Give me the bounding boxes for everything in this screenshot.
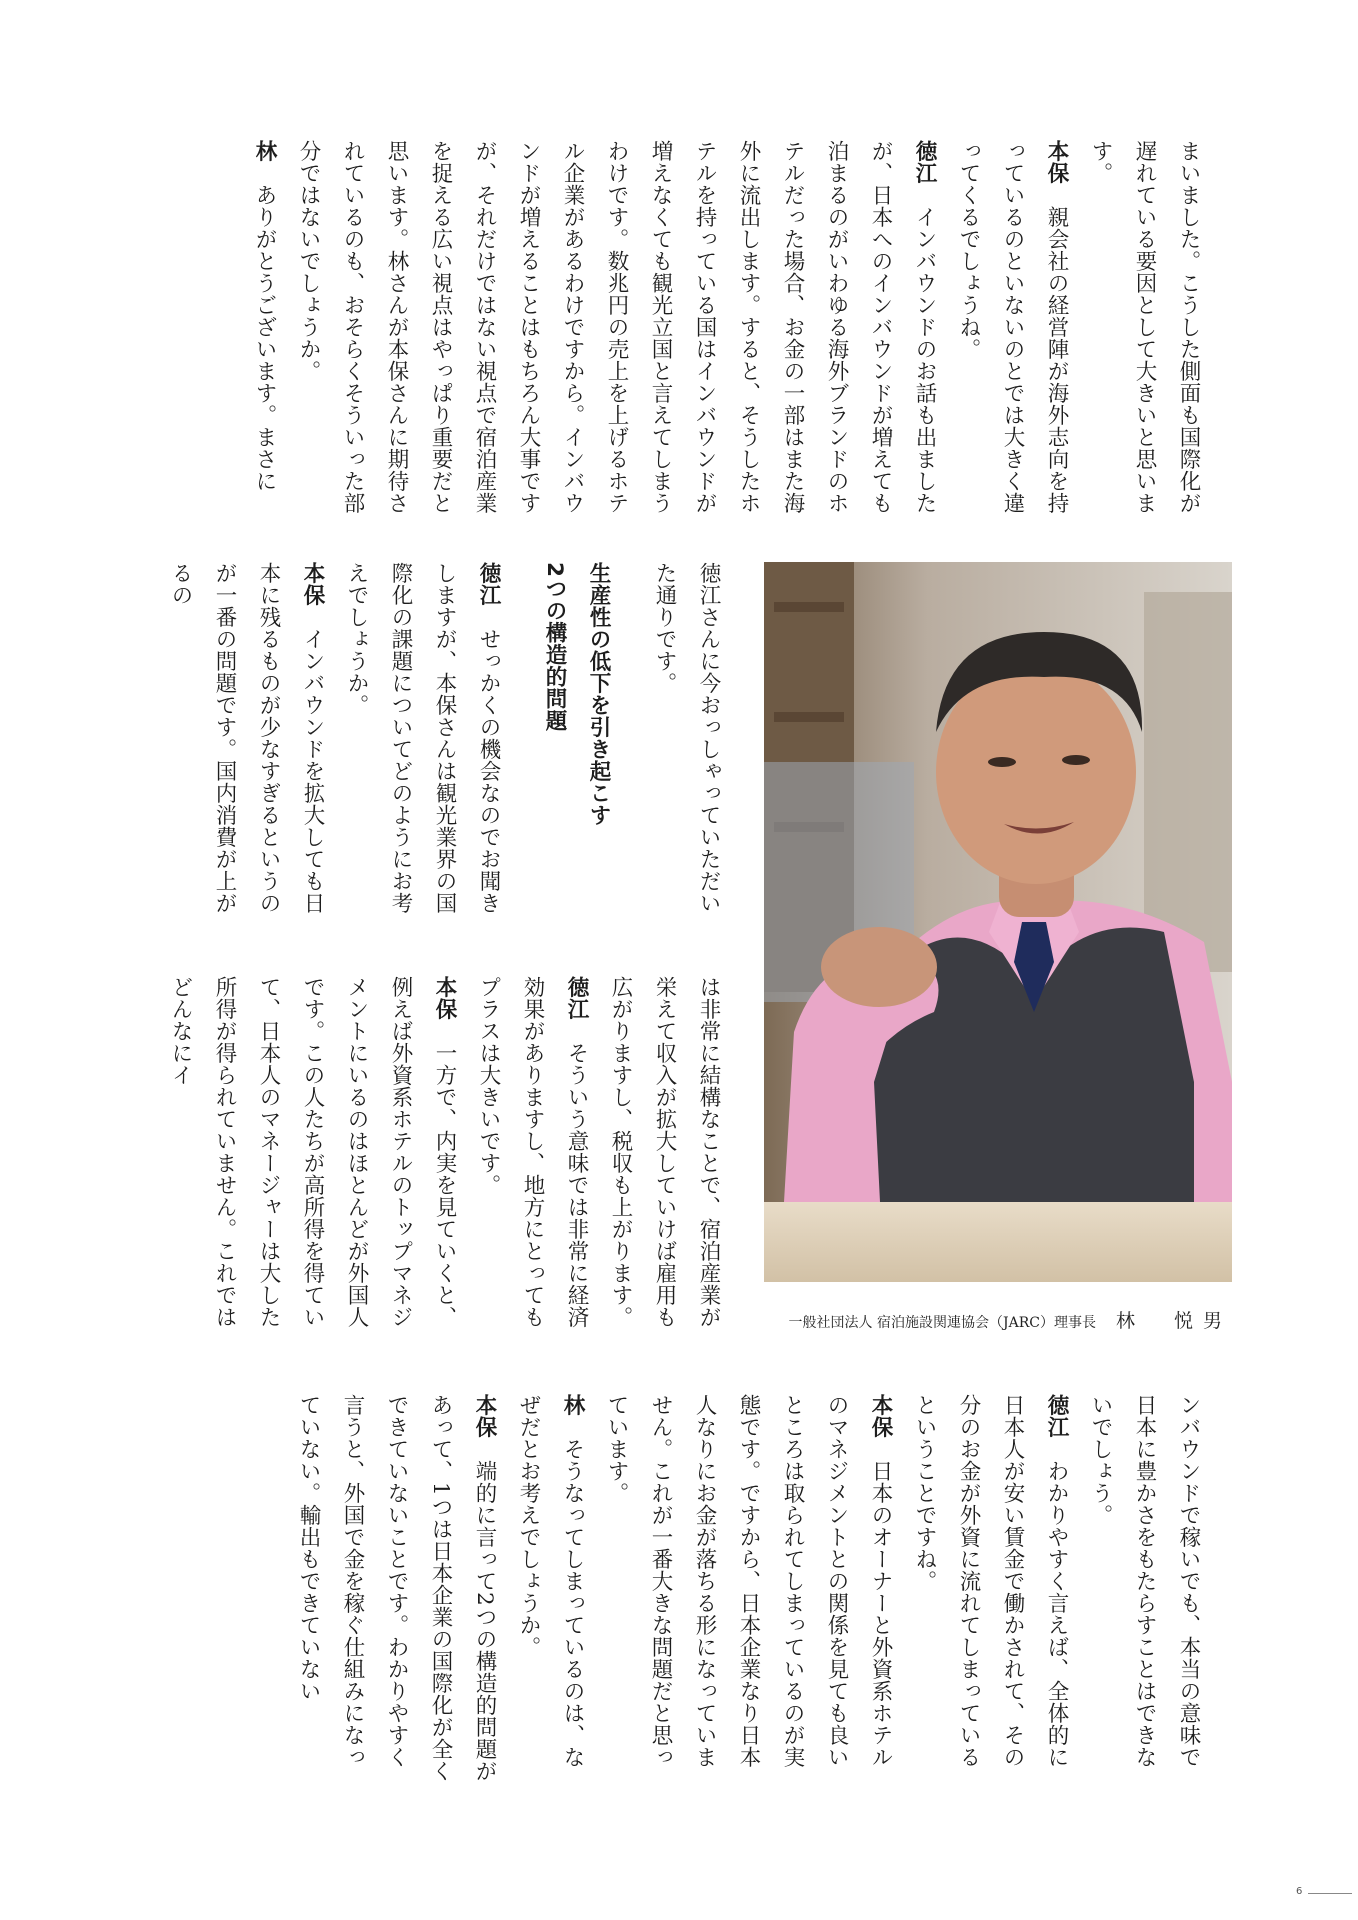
- text-block-middle-right: [90, 976, 730, 1346]
- speaker-label: 本保: [472, 1394, 497, 1438]
- photo-caption: [772, 1306, 1232, 1333]
- paragraph-text: 徳江さんに今おっしゃっていただいた通りです。: [652, 562, 721, 914]
- paragraph: [506, 1394, 594, 1784]
- heading-line: 2つの構造的問題: [542, 562, 567, 732]
- speaker-label: 徳江: [912, 140, 937, 184]
- paragraph: [598, 976, 730, 1346]
- paragraph-text: せっかくの機会なのでお聞きしますが、本保さんは観光業界の国際化の課題についてどのようにお考えでしょうか。: [344, 562, 501, 914]
- text-block-upper: [90, 140, 1210, 530]
- speaker-label: 林: [252, 140, 277, 162]
- page-number: 6: [1296, 1886, 1303, 1897]
- paragraph: [286, 1394, 506, 1784]
- paragraph-text: 一方で、内実を見ていくと、例えば外資系ホテルのトップマネジメントにいるのはほとんどが外国人です。この人たちが高所得を得ていて、日本人のマネージャーは大した所得が得られていません。これではどんなにイ: [168, 976, 457, 1328]
- paragraph: [594, 1394, 902, 1784]
- heading-line: 生産性の低下を引き起こす: [586, 562, 611, 826]
- text-block-lower: [90, 1394, 1210, 1784]
- paragraph-text: インバウンドのお話も出ましたが、日本へのインバウンドが増えても泊まるのがいわゆる海外ブランドのホテルだった場合、お金の一部はまた海外に流出します。すると、そうしたホテルを持っている国はインバウンドが増えなくても観光立国と言えてしまうわけです。数兆円の売上を上げるホテル企業があるわけですから。インバウンドが増えることはもちろん大事ですが、それだけではない視点で宿泊産業を捉える広い視点はやっぱり重要だと思います。林さんが本保さんに期待されているのも、おそらくそういった部分ではないでしょうか。: [296, 140, 937, 514]
- speaker-label: 徳江: [476, 562, 501, 606]
- paragraph-text: インバウンドを拡大しても日本に残るものが少なすぎるというのが一番の問題です。国内消費が上がるの: [168, 562, 325, 914]
- paragraph: [466, 976, 598, 1346]
- speaker-label: 本保: [300, 562, 325, 606]
- caption-org: 一般社団法人 宿泊施設関連協会（JARC）理事長: [788, 1315, 1096, 1331]
- portrait-illustration: [764, 562, 1232, 1282]
- paragraph-text: まいました。こうした側面も国際化が遅れている要因として大きいと思います。: [1088, 140, 1201, 514]
- paragraph-text: そういう意味では非常に経済効果がありますし、地方にとってもプラスは大きいです。: [476, 976, 589, 1328]
- paragraph-text: ンバウンドで稼いでも、本当の意味で日本に豊かさをもたらすことはできないでしょう。: [1088, 1394, 1201, 1768]
- paragraph-text: 端的に言って2つの構造的問題があって、1つは日本企業の国際化が全くできていないことです。わかりやすく言うと、外国で金を稼ぐ仕組みになっていない。輸出もできていない: [296, 1394, 497, 1783]
- speaker-label: 本保: [868, 1394, 893, 1438]
- paragraph-text: 日本のオーナーと外資系ホテルのマネジメントとの関係を見ても良いところは取られてしまっているのが実態です。ですから、日本企業なり日本人なりにお金が落ちる形になっていません。これが一番大きな問題だと思っています。: [604, 1394, 893, 1768]
- paragraph-text: わかりやすく言えば、全体的に日本人が安い賃金で働かされて、その分のお金が外資に流れてしまっているということですね。: [912, 1394, 1069, 1768]
- paragraph: [642, 562, 730, 932]
- text-block-middle-left: [90, 562, 730, 932]
- portrait-photo: [764, 562, 1232, 1282]
- section-heading: [532, 562, 620, 932]
- paragraph-text: 親会社の経営陣が海外志向を持っているのといないのとでは大きく違ってくるでしょうね。: [956, 140, 1069, 514]
- paragraph: [286, 140, 946, 530]
- paragraph: [946, 140, 1078, 530]
- caption-name: 林 悦男: [1115, 1310, 1232, 1332]
- speaker-label: 徳江: [564, 976, 589, 1020]
- paragraph: [158, 562, 334, 932]
- speaker-label: 本保: [1044, 140, 1069, 184]
- paragraph-text: ありがとうございます。まさに: [252, 184, 277, 492]
- speaker-label: 徳江: [1044, 1394, 1069, 1438]
- paragraph: [1078, 1394, 1210, 1784]
- speaker-label: 林: [560, 1394, 585, 1416]
- paragraph: [1078, 140, 1210, 530]
- paragraph: [242, 140, 286, 530]
- paragraph-text: そうなってしまっているのは、なぜだとお考えでしょうか。: [516, 1394, 585, 1768]
- paragraph: [158, 976, 466, 1346]
- page-number-rule: [1308, 1893, 1352, 1894]
- paragraph: [334, 562, 510, 932]
- paragraph: [902, 1394, 1078, 1784]
- speaker-label: 本保: [432, 976, 457, 1020]
- paragraph-text: は非常に結構なことで、宿泊産業が栄えて収入が拡大していけば雇用も広がりますし、税収も上がります。: [608, 976, 721, 1328]
